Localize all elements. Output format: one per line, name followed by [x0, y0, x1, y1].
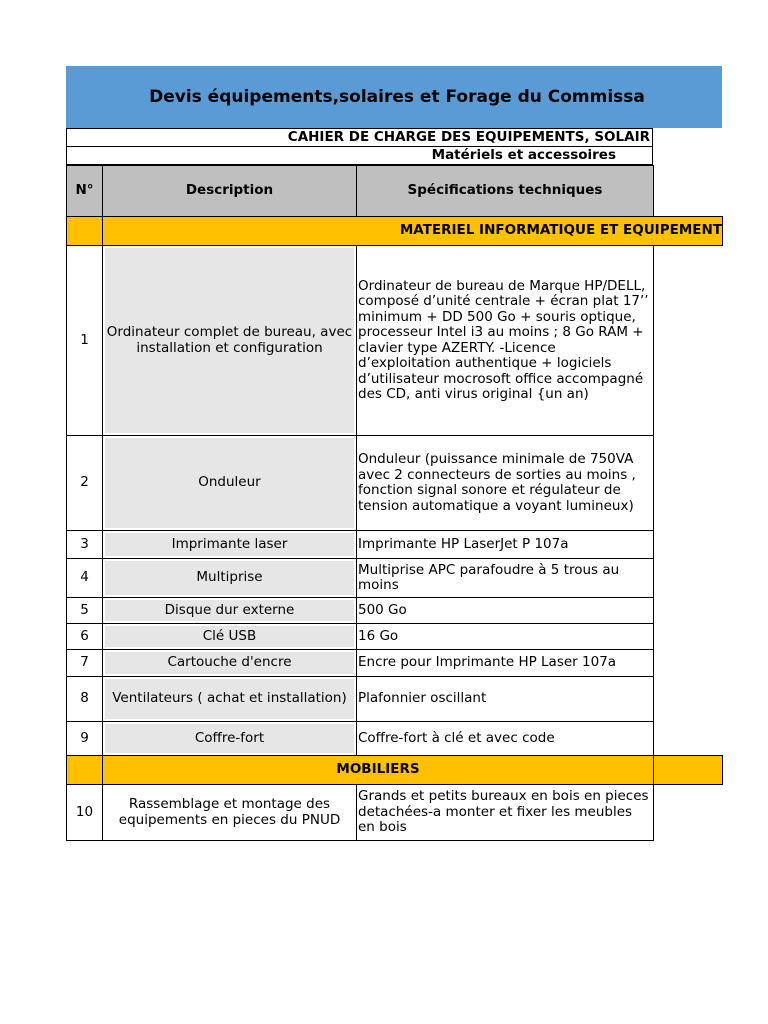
- row-spec: Ordinateur de bureau de Marque HP/DELL, composé d’unité centrale + écran plat 17’’ minimum + DD 500 Go + souris optique, processeur Intel i3 au moins ; 8 Go RAM + clavier type AZERTY. -Licence d’exploitation authentique + logiciels d’utilisateur mocrosoft office accompagné des CD, anti virus original {un an): [357, 246, 654, 436]
- table-row: [67, 598, 723, 624]
- table-row: [67, 650, 723, 677]
- row-num: 8: [67, 677, 103, 722]
- table-row: [67, 246, 723, 436]
- table-row: [67, 677, 723, 722]
- row-description: Imprimante laser: [103, 531, 357, 559]
- row-description: Rassemblage et montage des equipements en pieces du PNUD: [103, 785, 357, 841]
- row-num: 9: [67, 722, 103, 756]
- section-title: MOBILIERS: [103, 756, 654, 785]
- row-spec: Onduleur (puissance minimale de 750VA avec 2 connecteurs de sorties au moins , fonction signal sonore et régulateur de tension automatique a voyant lumineux): [357, 436, 654, 531]
- row-num: 5: [67, 598, 103, 624]
- document-title-bar: [66, 66, 722, 128]
- section-row: [67, 756, 723, 785]
- row-description: Cartouche d'encre: [103, 650, 357, 677]
- row-spec: Imprimante HP LaserJet P 107a: [357, 531, 654, 559]
- equipment-table: [66, 165, 723, 841]
- row-description: Disque dur externe: [103, 598, 357, 624]
- section-row: [67, 217, 723, 246]
- row-description: Multiprise: [103, 559, 357, 598]
- table-row: [67, 624, 723, 650]
- row-num: 1: [67, 246, 103, 436]
- row-spec: Multiprise APC parafoudre à 5 trous au moins: [357, 559, 654, 598]
- materiels-heading: Matériels et accessoires: [66, 146, 653, 165]
- row-spec: 500 Go: [357, 598, 654, 624]
- row-spec: Encre pour Imprimante HP Laser 107a: [357, 650, 654, 677]
- row-num: 7: [67, 650, 103, 677]
- row-description: Coffre-fort: [103, 722, 357, 756]
- header-num: N°: [67, 166, 103, 217]
- document-title: Devis équipements,solaires et Forage du Commissa: [149, 87, 645, 107]
- row-description: Ordinateur complet de bureau, avec installation et configuration: [103, 246, 357, 436]
- table-row: [67, 436, 723, 531]
- row-spec: 16 Go: [357, 624, 654, 650]
- row-spec: Coffre-fort à clé et avec code: [357, 722, 654, 756]
- header-description: Description: [103, 166, 357, 217]
- section-title: MATERIEL INFORMATIQUE ET EQUIPEMENT: [103, 217, 723, 246]
- row-num: 6: [67, 624, 103, 650]
- header-specs: Spécifications techniques: [357, 166, 654, 217]
- row-num: 2: [67, 436, 103, 531]
- table-row: [67, 785, 723, 841]
- row-spec: Plafonnier oscillant: [357, 677, 654, 722]
- table-row: [67, 531, 723, 559]
- row-description: Onduleur: [103, 436, 357, 531]
- row-num: 3: [67, 531, 103, 559]
- row-num: 4: [67, 559, 103, 598]
- table-row: [67, 559, 723, 598]
- table-header-row: [67, 166, 723, 217]
- table-row: [67, 722, 723, 756]
- row-description: Clé USB: [103, 624, 357, 650]
- cahier-heading: CAHIER DE CHARGE DES EQUIPEMENTS, SOLAIR: [66, 128, 653, 147]
- row-num: 10: [67, 785, 103, 841]
- row-spec: Grands et petits bureaux en bois en pieces detachées-a monter et fixer les meubles en bois: [357, 785, 654, 841]
- row-description: Ventilateurs ( achat et installation): [103, 677, 357, 722]
